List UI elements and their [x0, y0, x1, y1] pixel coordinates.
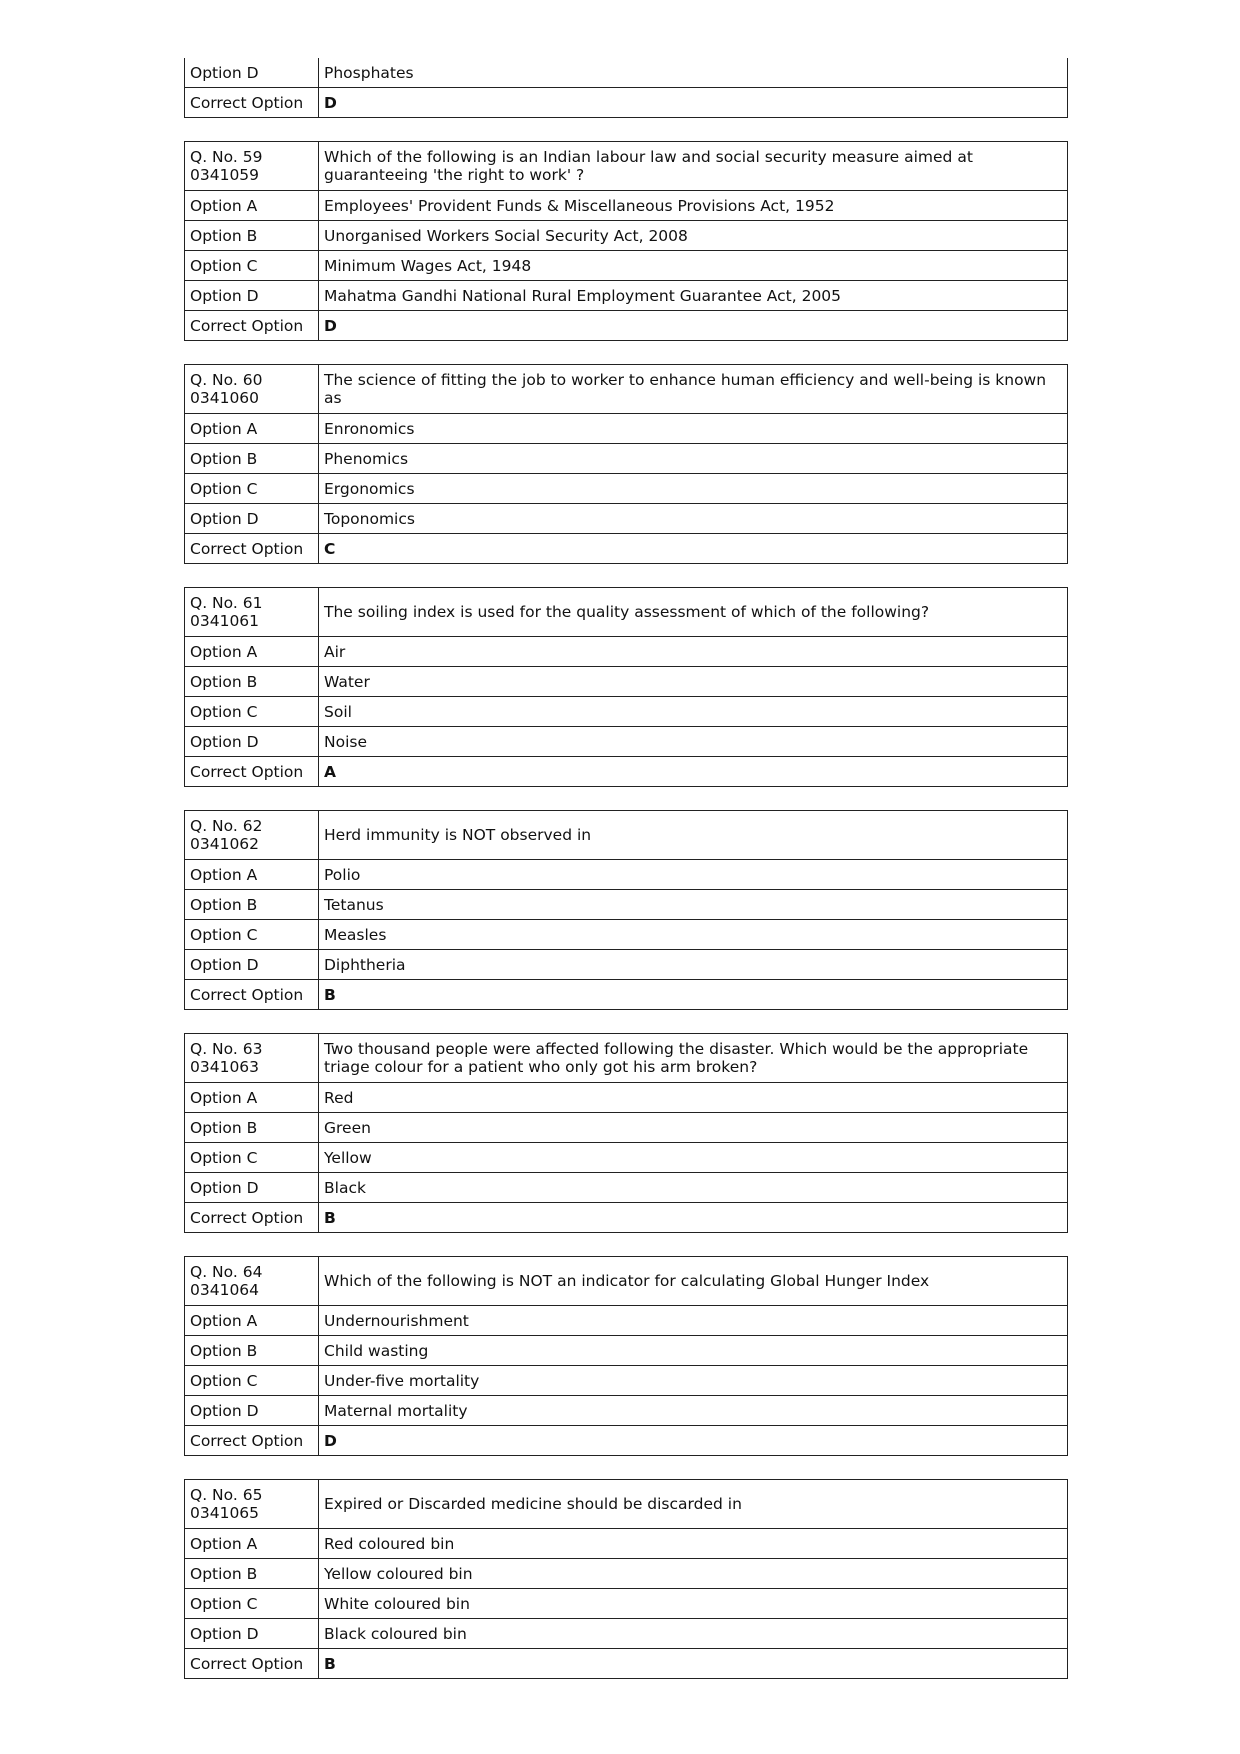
question-number: Q. No. 62 — [190, 817, 263, 835]
question-number: Q. No. 63 — [190, 1040, 263, 1058]
question-number: Q. No. 64 — [190, 1263, 263, 1281]
option-value: White coloured bin — [319, 1589, 1068, 1619]
option-label: Option B — [185, 1113, 319, 1143]
option-value: Minimum Wages Act, 1948 — [319, 251, 1068, 281]
option-row — [185, 414, 1068, 444]
question-table — [184, 1033, 1068, 1233]
question-code: 0341063 — [190, 1058, 260, 1076]
option-label: Option C — [185, 920, 319, 950]
question-page — [184, 58, 1068, 1679]
option-value: Yellow coloured bin — [319, 1559, 1068, 1589]
table-spacer — [184, 1010, 1068, 1033]
option-value: Mahatma Gandhi National Rural Employment Guarantee Act, 2005 — [319, 281, 1068, 311]
option-row — [185, 1619, 1068, 1649]
question-table — [184, 141, 1068, 341]
correct-option-row — [185, 980, 1068, 1010]
option-value: Green — [319, 1113, 1068, 1143]
correct-option-value: B — [319, 1203, 1068, 1233]
question-row — [185, 142, 1068, 191]
question-text: The science of fitting the job to worker to enhance human efficiency and well-being is known as — [319, 365, 1068, 414]
option-label: Option B — [185, 444, 319, 474]
option-row — [185, 890, 1068, 920]
option-label: Option D — [185, 281, 319, 311]
question-text: Which of the following is an Indian labour law and social security measure aimed at guaranteeing 'the right to work' ? — [319, 142, 1068, 191]
table-spacer — [184, 1233, 1068, 1256]
option-label: Option D — [185, 950, 319, 980]
option-label: Option C — [185, 1143, 319, 1173]
option-row — [185, 444, 1068, 474]
option-value: Black coloured bin — [319, 1619, 1068, 1649]
option-row — [185, 58, 1068, 88]
question-code: 0341065 — [190, 1504, 260, 1522]
correct-option-label: Correct Option — [185, 1426, 319, 1456]
option-label: Option D — [185, 1619, 319, 1649]
option-value: Polio — [319, 860, 1068, 890]
correct-option-row — [185, 534, 1068, 564]
option-value: Employees' Provident Funds & Miscellaneous Provisions Act, 1952 — [319, 191, 1068, 221]
question-number-cell — [185, 1034, 319, 1083]
question-code: 0341061 — [190, 612, 260, 630]
option-row — [185, 1306, 1068, 1336]
option-value: Maternal mortality — [319, 1396, 1068, 1426]
question-table — [184, 587, 1068, 787]
option-row — [185, 251, 1068, 281]
option-value: Tetanus — [319, 890, 1068, 920]
option-row — [185, 504, 1068, 534]
option-value: Measles — [319, 920, 1068, 950]
question-row — [185, 1480, 1068, 1529]
option-label: Option D — [185, 1396, 319, 1426]
option-label: Option A — [185, 191, 319, 221]
question-code: 0341064 — [190, 1281, 260, 1299]
correct-option-label: Correct Option — [185, 311, 319, 341]
correct-option-value: C — [319, 534, 1068, 564]
correct-option-value: B — [319, 980, 1068, 1010]
option-row — [185, 1173, 1068, 1203]
option-label: Option B — [185, 221, 319, 251]
option-label: Option A — [185, 637, 319, 667]
question-table — [184, 810, 1068, 1010]
option-value: Child wasting — [319, 1336, 1068, 1366]
option-row — [185, 1589, 1068, 1619]
table-spacer — [184, 564, 1068, 587]
option-label: Option D — [185, 504, 319, 534]
option-value: Soil — [319, 697, 1068, 727]
option-row — [185, 1396, 1068, 1426]
table-spacer — [184, 118, 1068, 141]
question-code: 0341060 — [190, 389, 260, 407]
question-row — [185, 365, 1068, 414]
option-label: Option D — [185, 58, 319, 88]
question-number-cell — [185, 1480, 319, 1529]
option-row — [185, 727, 1068, 757]
question-row — [185, 811, 1068, 860]
question-code: 0341062 — [190, 835, 260, 853]
option-label: Option A — [185, 1529, 319, 1559]
question-row — [185, 1034, 1068, 1083]
option-label: Option D — [185, 1173, 319, 1203]
option-value: Red coloured bin — [319, 1529, 1068, 1559]
question-table — [184, 364, 1068, 564]
option-value: Water — [319, 667, 1068, 697]
option-row — [185, 950, 1068, 980]
option-value: Enronomics — [319, 414, 1068, 444]
question-row — [185, 1257, 1068, 1306]
correct-option-row — [185, 1649, 1068, 1679]
question-table — [184, 1256, 1068, 1456]
option-value: Yellow — [319, 1143, 1068, 1173]
option-value: Diphtheria — [319, 950, 1068, 980]
correct-option-value: D — [319, 1426, 1068, 1456]
table-spacer — [184, 1456, 1068, 1479]
option-value: Phosphates — [319, 58, 1068, 88]
question-number-cell — [185, 1257, 319, 1306]
option-label: Option C — [185, 1589, 319, 1619]
correct-option-value: D — [319, 88, 1068, 118]
question-number-cell — [185, 811, 319, 860]
option-row — [185, 1083, 1068, 1113]
option-label: Option B — [185, 1559, 319, 1589]
question-number-cell — [185, 365, 319, 414]
correct-option-label: Correct Option — [185, 980, 319, 1010]
option-label: Option A — [185, 1306, 319, 1336]
option-value: Phenomics — [319, 444, 1068, 474]
option-row — [185, 191, 1068, 221]
question-number: Q. No. 65 — [190, 1486, 263, 1504]
option-value: Ergonomics — [319, 474, 1068, 504]
correct-option-row — [185, 1426, 1068, 1456]
correct-option-value: B — [319, 1649, 1068, 1679]
option-row — [185, 697, 1068, 727]
option-label: Option A — [185, 860, 319, 890]
correct-option-label: Correct Option — [185, 1203, 319, 1233]
correct-option-label: Correct Option — [185, 1649, 319, 1679]
correct-option-value: D — [319, 311, 1068, 341]
correct-option-value: A — [319, 757, 1068, 787]
question-text: Herd immunity is NOT observed in — [319, 811, 1068, 860]
option-row — [185, 474, 1068, 504]
question-number: Q. No. 59 — [190, 148, 263, 166]
option-value: Toponomics — [319, 504, 1068, 534]
option-row — [185, 860, 1068, 890]
question-number: Q. No. 60 — [190, 371, 263, 389]
option-label: Option B — [185, 1336, 319, 1366]
correct-option-row — [185, 1203, 1068, 1233]
option-value: Unorganised Workers Social Security Act, 2008 — [319, 221, 1068, 251]
option-row — [185, 1529, 1068, 1559]
option-label: Option C — [185, 697, 319, 727]
option-value: Undernourishment — [319, 1306, 1068, 1336]
option-value: Air — [319, 637, 1068, 667]
question-text: Expired or Discarded medicine should be discarded in — [319, 1480, 1068, 1529]
option-value: Under-five mortality — [319, 1366, 1068, 1396]
question-number-cell — [185, 588, 319, 637]
question-text: Two thousand people were affected following the disaster. Which would be the appropriate triage colour for a patient who only got his arm broken? — [319, 1034, 1068, 1083]
question-table-partial — [184, 58, 1068, 118]
option-row — [185, 1366, 1068, 1396]
option-label: Option B — [185, 890, 319, 920]
option-value: Noise — [319, 727, 1068, 757]
option-label: Option C — [185, 251, 319, 281]
option-row — [185, 221, 1068, 251]
question-code: 0341059 — [190, 166, 260, 184]
option-row — [185, 1559, 1068, 1589]
table-spacer — [184, 787, 1068, 810]
correct-option-label: Correct Option — [185, 757, 319, 787]
correct-option-label: Correct Option — [185, 88, 319, 118]
question-text: Which of the following is NOT an indicator for calculating Global Hunger Index — [319, 1257, 1068, 1306]
option-value: Black — [319, 1173, 1068, 1203]
option-row — [185, 920, 1068, 950]
option-label: Option C — [185, 474, 319, 504]
table-spacer — [184, 341, 1068, 364]
questions-list — [184, 118, 1068, 1679]
correct-option-label: Correct Option — [185, 534, 319, 564]
option-value: Red — [319, 1083, 1068, 1113]
question-number-cell — [185, 142, 319, 191]
question-row — [185, 588, 1068, 637]
option-row — [185, 667, 1068, 697]
option-label: Option C — [185, 1366, 319, 1396]
correct-option-row — [185, 311, 1068, 341]
option-row — [185, 1113, 1068, 1143]
option-label: Option D — [185, 727, 319, 757]
option-label: Option B — [185, 667, 319, 697]
option-label: Option A — [185, 1083, 319, 1113]
question-number: Q. No. 61 — [190, 594, 263, 612]
option-row — [185, 1336, 1068, 1366]
correct-option-row — [185, 88, 1068, 118]
option-row — [185, 1143, 1068, 1173]
question-text: The soiling index is used for the quality assessment of which of the following? — [319, 588, 1068, 637]
option-label: Option A — [185, 414, 319, 444]
correct-option-row — [185, 757, 1068, 787]
option-row — [185, 637, 1068, 667]
question-table — [184, 1479, 1068, 1679]
option-row — [185, 281, 1068, 311]
